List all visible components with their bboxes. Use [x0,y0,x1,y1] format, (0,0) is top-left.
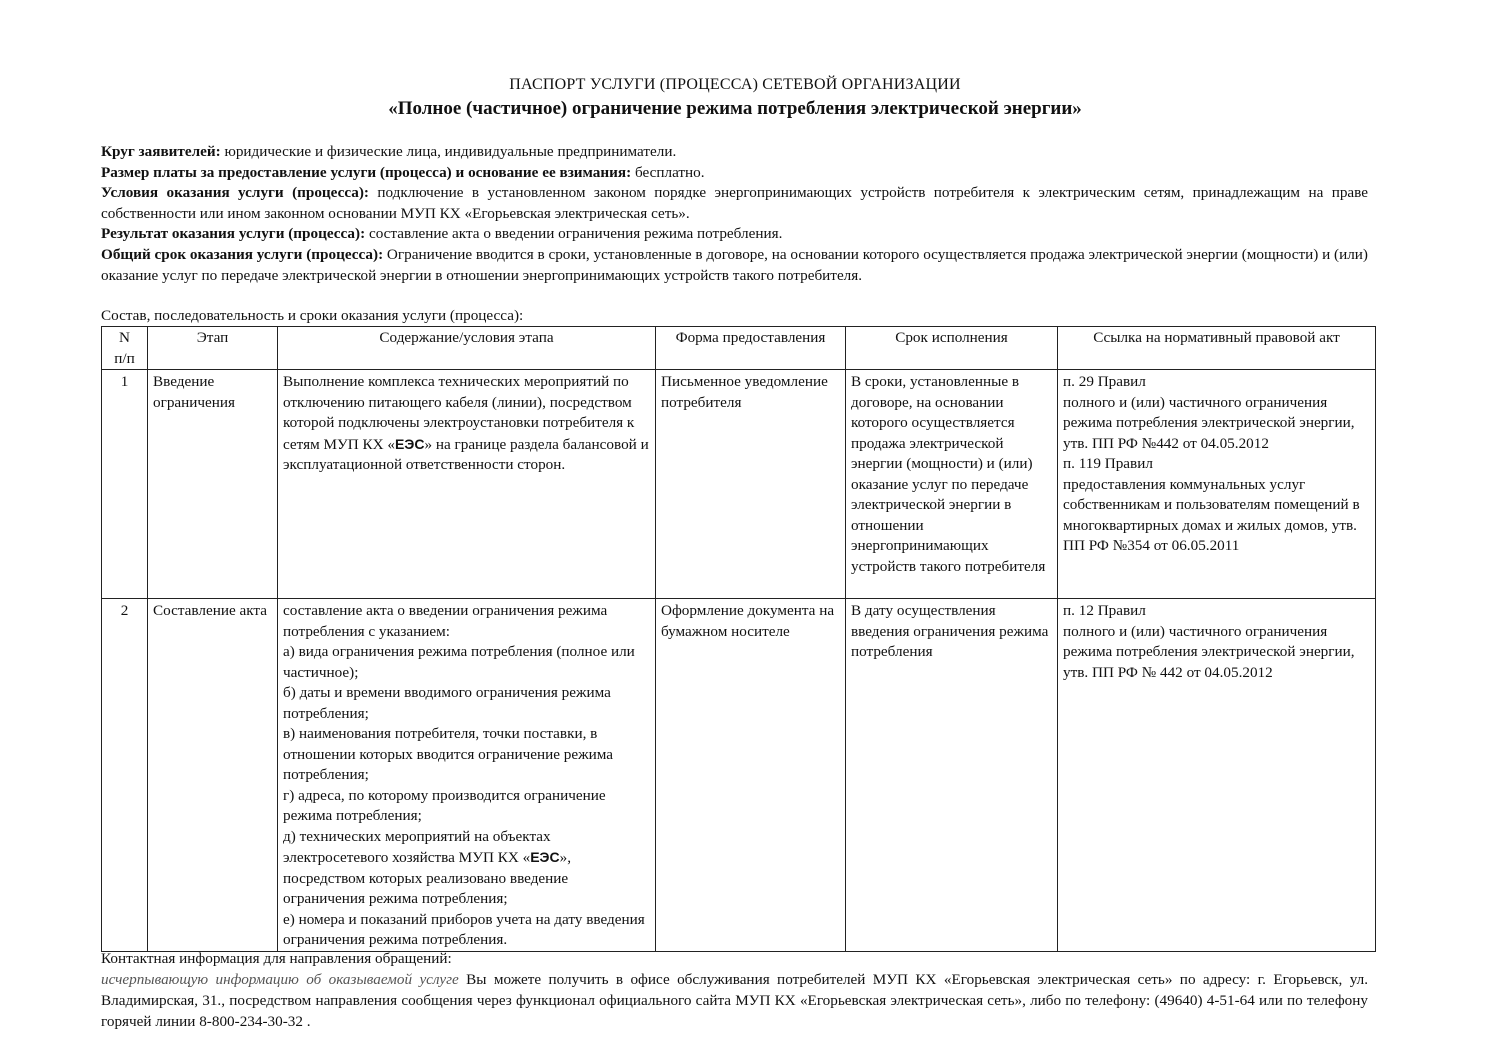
conditions-value: подключение в установленном законом порядке энергопринимающих устройств потребителя к электрическим сетям, принадлежащим на праве собственности или ином законном основании МУП КХ «Егорьевская электрическая сеть». [101,184,1368,222]
document-title: ПАСПОРТ УСЛУГИ (ПРОЦЕССА) СЕТЕВОЙ ОРГАНИЗАЦИИ [509,76,961,93]
document-subtitle: «Полное (частичное) ограничение режима потребления электрической энергии» [388,98,1082,119]
process-table [101,326,1376,952]
conditions-line [101,183,1368,224]
contact-text [101,969,1368,1032]
table-row [102,370,1376,599]
row-content-abbr: ЕЭС [395,435,425,452]
header-ref: Ссылка на нормативный правовой акт [1058,327,1376,370]
row-content-abbr: ЕЭС [530,849,560,865]
contact-body: Вы можете получить в офисе обслуживания потребителей МУП КХ «Егорьевская электрическая сеть» по адресу: г. Егорьевск, ул. Владимирская, 31., посредством направления сообщения через функционал официального сайта МУП КХ «Егорьевская электрическая сеть», либо по телефону: (49640) 4-51-64 или по телефону горячей линии 8-800-234-30-32 . [101,971,1369,1030]
result-label: Результат оказания услуги (процесса): [101,225,366,243]
row-num: 2 [102,599,148,952]
result-line [101,224,1368,245]
row-term: В дату осуществления введения ограничения режима потребления [846,599,1058,952]
row-content [278,370,656,599]
term-label: Общий срок оказания услуги (процесса): [101,245,384,263]
row-num: 1 [102,370,148,599]
result-value: составление акта о введении ограничения режима потребления. [365,225,783,243]
fee-value: бесплатно. [631,163,705,181]
contact-heading: Контактная информация для направления обращений: [101,950,452,967]
row-term: В сроки, установленные в договоре, на основании которого осуществляется продажа электрической энергии (мощности) и (или) оказание услуг по передаче электрической энергии в отношении энергопринимающих устройств такого потребителя [846,370,1058,599]
row-content-tail: » на границе раздела балансовой и эксплуатационной ответственности сторон. [283,435,649,473]
conditions-label: Условия оказания услуги (процесса): [101,184,369,202]
fee-line [101,163,1368,184]
header-num: N п/п [102,327,148,370]
term-value: Ограничение вводится в сроки, установленные в договоре, на основании которого осуществляется продажа электрической энергии (мощности) и (или) оказание услуг по передаче электрической энергии в отношении энергопринимающих устройств такого потребителя. [101,245,1368,284]
applicants-line [101,142,1368,163]
row-content-text: Выполнение комплекса технических мероприятий по отключению питающего кабеля (линии), посредством которой подключены электроустановки потребителя к сетям МУП КХ « [283,373,635,453]
contact-italic: исчерпывающую информацию об оказываемой услуге [101,971,459,988]
row-stage: Составление акта [148,599,278,952]
header-form: Форма предоставления [656,327,846,370]
header-term: Срок исполнения [846,327,1058,370]
applicants-label: Круг заявителей: [101,143,221,160]
row-stage: Введение ограничения [148,370,278,599]
row-form: Оформление документа на бумажном носителе [656,599,846,952]
row-form: Письменное уведомление потребителя [656,370,846,599]
fee-label: Размер платы за предоставление услуги (процесса) и основание ее взимания: [101,163,632,181]
service-info [101,142,1368,286]
row-ref: п. 12 Правил полного и (или) частичного ограничения режима потребления электрической энергии, утв. ПП РФ № 442 от 04.05.2012 [1058,599,1376,952]
row-content-text: составление акта о введении ограничения режима потребления с указанием: а) вида ограничения режима потребления (полное или частичное); б) даты и времени вводимого ограничения режима потребления; в) наименования потребителя, точки поставки, в отношении которых вводится ограничение режима потребления; г) адреса, по которому производится ограничение режима потребления; д) технических мероприятий на объектах электросетевого хозяйства МУП КХ « [283,602,635,866]
header-content: Содержание/условия этапа [278,327,656,370]
table-caption: Состав, последовательность и сроки оказания услуги (процесса): [101,307,524,324]
term-line [101,245,1368,286]
row-ref: п. 29 Правил полного и (или) частичного ограничения режима потребления электрической энергии, утв. ПП РФ №442 от 04.05.2012 п. 119 Правил предоставления коммунальных услуг собственникам и пользователям помещений в многоквартирных домах и жилых домов, утв. ПП РФ №354 от 06.05.2011 [1058,370,1376,599]
row-content-tail: », посредством которых реализовано введение ограничения режима потребления; е) номера и показаний приборов учета на дату введения ограничения режима потребления. [283,849,645,948]
row-content [278,599,656,952]
table-header-row [102,327,1376,370]
contact-info [101,948,1368,1032]
header-stage: Этап [148,327,278,370]
applicants-value: юридические и физические лица, индивидуальные предприниматели. [220,143,677,160]
table-row [102,599,1376,952]
